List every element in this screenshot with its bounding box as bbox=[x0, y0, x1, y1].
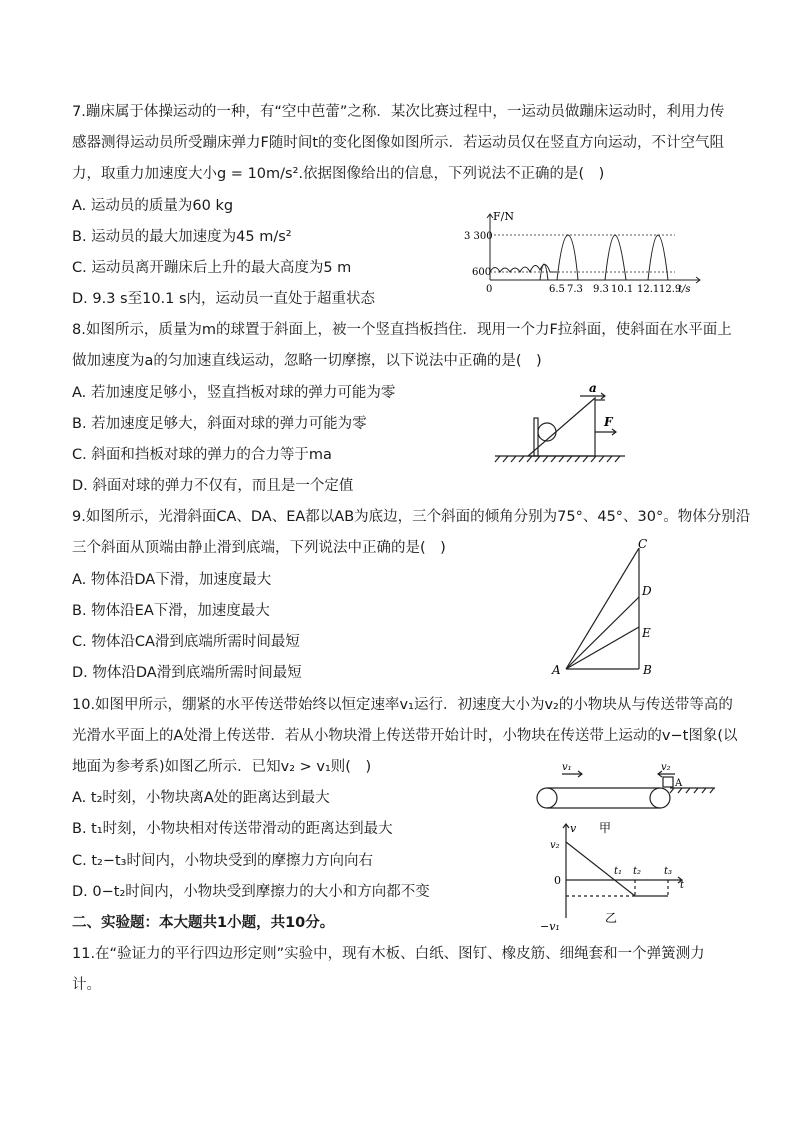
q8-force-label: F bbox=[604, 415, 613, 429]
q10-v1-label: v₁ bbox=[562, 762, 572, 773]
q9-point-d: D bbox=[642, 584, 652, 598]
q11-line-1: 11.在“验证力的平行四边形定则”实验中，现有木板、白纸、图钉、橡皮筋、细绳套和一个弹簧测力 bbox=[72, 946, 705, 962]
q10-line-1: 10.如图甲所示，绷紧的水平传送带始终以恒定速率v₁运行．初速度大小为v₂的小物块从与传送带等高的 bbox=[72, 697, 733, 713]
q7-y-axis-label: F/N bbox=[493, 210, 514, 223]
q10-option-b: B. t₁时刻，小物块相对传送带滑动的距离达到最大 bbox=[72, 821, 393, 837]
q11-line-2: 计。 bbox=[72, 977, 101, 993]
q9-option-b: B. 物体沿EA下滑，加速度最大 bbox=[72, 603, 270, 619]
q8-option-c: C. 斜面和挡板对球的弹力的合力等于ma bbox=[72, 447, 332, 463]
q7-option-a: A. 运动员的质量为60 kg bbox=[72, 198, 234, 214]
q9-point-b: B bbox=[643, 663, 652, 677]
q10-t2-label: t₂ bbox=[633, 866, 642, 877]
q9-option-a: A. 物体沿DA下滑，加速度最大 bbox=[72, 572, 272, 588]
q7-x-axis-label: t/s bbox=[678, 284, 691, 295]
q10-v2-tick: v₂ bbox=[550, 840, 560, 851]
q10-option-a: A. t₂时刻，小物块离A处的距离达到最大 bbox=[72, 790, 330, 806]
q7-option-d: D. 9.3 s至10.1 s内，运动员一直处于超重状态 bbox=[72, 291, 376, 307]
q8-option-b: B. 若加速度足够大，斜面对球的弹力可能为零 bbox=[72, 416, 367, 432]
q9-option-c: C. 物体沿CA滑到底端所需时间最短 bbox=[72, 634, 300, 650]
q7-x-tick-6-5: 6.5 bbox=[549, 284, 565, 295]
q10-v2-label: v₂ bbox=[661, 762, 671, 773]
q10-t-axis-label: t bbox=[680, 880, 685, 891]
q10-t1-label: t₁ bbox=[614, 866, 623, 877]
q9-line-1: 9.如图所示，光滑斜面CA、DA、EA都以AB为底边，三个斜面的倾角分别为75°、45°、30°。物体分别沿 bbox=[72, 509, 751, 525]
q9-point-e: E bbox=[642, 626, 651, 640]
q8-option-a: A. 若加速度足够小，竖直挡板对球的弹力可能为零 bbox=[72, 385, 396, 401]
q7-line-1: 7.蹦床属于体操运动的一种，有“空中芭蕾”之称．某次比赛过程中，一运动员做蹦床运动时，利用力传 bbox=[72, 104, 725, 120]
q10-option-d: D. 0−t₂时间内，小物块受到摩擦力的大小和方向都不变 bbox=[72, 884, 430, 900]
q8-line-1: 8.如图所示，质量为m的球置于斜面上，被一个竖直挡板挡住．现用一个力F拉斜面，使斜面在水平面上 bbox=[72, 322, 732, 338]
q10-line-2: 光滑水平面上的A处滑上传送带．若从小物块滑上传送带开始计时，小物块在传送带上运动的v−t图象(以 bbox=[72, 728, 738, 744]
q10-conveyor-figure bbox=[530, 758, 720, 818]
q10-neg-v1-tick: −v₁ bbox=[540, 920, 560, 933]
q7-x-tick-12-9: 12.9 bbox=[659, 284, 682, 295]
q8-incline-ball-figure bbox=[490, 380, 630, 470]
q10-line-3: 地面为参考系)如图乙所示．已知v₂ > v₁则( ) bbox=[72, 759, 372, 775]
q7-line-2: 感器测得运动员所受蹦床弹力F随时间t的变化图像如图所示．若运动员仅在竖直方向运动，不计空气阻 bbox=[72, 135, 725, 151]
q9-incline-planes-figure bbox=[545, 535, 665, 680]
q9-line-2: 三个斜面从顶端由静止滑到底端，下列说法中正确的是( ) bbox=[72, 540, 446, 556]
q10-t3-label: t₃ bbox=[664, 866, 673, 877]
q7-x-tick-10-1: 10.1 bbox=[611, 284, 634, 295]
q7-y-tick-600: 600 bbox=[472, 267, 492, 278]
q9-point-c: C bbox=[638, 537, 648, 551]
q9-point-a: A bbox=[552, 663, 561, 677]
q7-x-tick-7-3: 7.3 bbox=[567, 284, 583, 295]
q7-force-time-graph bbox=[460, 208, 710, 298]
q8-acceleration-label: a bbox=[589, 381, 597, 395]
q9-option-d: D. 物体沿DA滑到底端所需时间最短 bbox=[72, 665, 302, 681]
q7-origin-label: 0 bbox=[486, 284, 493, 295]
q7-x-tick-12-1: 12.1 bbox=[637, 284, 660, 295]
q7-option-c: C. 运动员离开蹦床后上升的最大高度为5 m bbox=[72, 260, 352, 276]
q10-v-axis-label: v bbox=[570, 822, 577, 835]
section-2-heading: 二、实验题：本大题共1小题，共10分。 bbox=[72, 915, 335, 931]
q10-zero-label: 0 bbox=[554, 874, 561, 887]
q7-option-b: B. 运动员的最大加速度为45 m/s² bbox=[72, 229, 292, 245]
q7-y-tick-3300: 3 300 bbox=[464, 231, 493, 242]
q8-line-2: 做加速度为a的匀加速直线运动，忽略一切摩擦，以下说法中正确的是( ) bbox=[72, 353, 542, 369]
q10-figure-yi-label: 乙 bbox=[605, 911, 618, 925]
q10-figure-jia-label: 甲 bbox=[599, 821, 612, 835]
q10-block-a-label: A bbox=[675, 778, 683, 789]
q8-option-d: D. 斜面对球的弹力不仅有，而且是一个定值 bbox=[72, 478, 354, 494]
q10-option-c: C. t₂−t₃时间内，小物块受到的摩擦力方向向右 bbox=[72, 853, 373, 869]
q7-x-tick-9-3: 9.3 bbox=[593, 284, 609, 295]
q7-line-3: 力，取重力加速度大小g = 10m/s².依据图像给出的信息，下列说法不正确的是( ) bbox=[72, 166, 605, 182]
q10-vt-graph bbox=[530, 818, 700, 936]
